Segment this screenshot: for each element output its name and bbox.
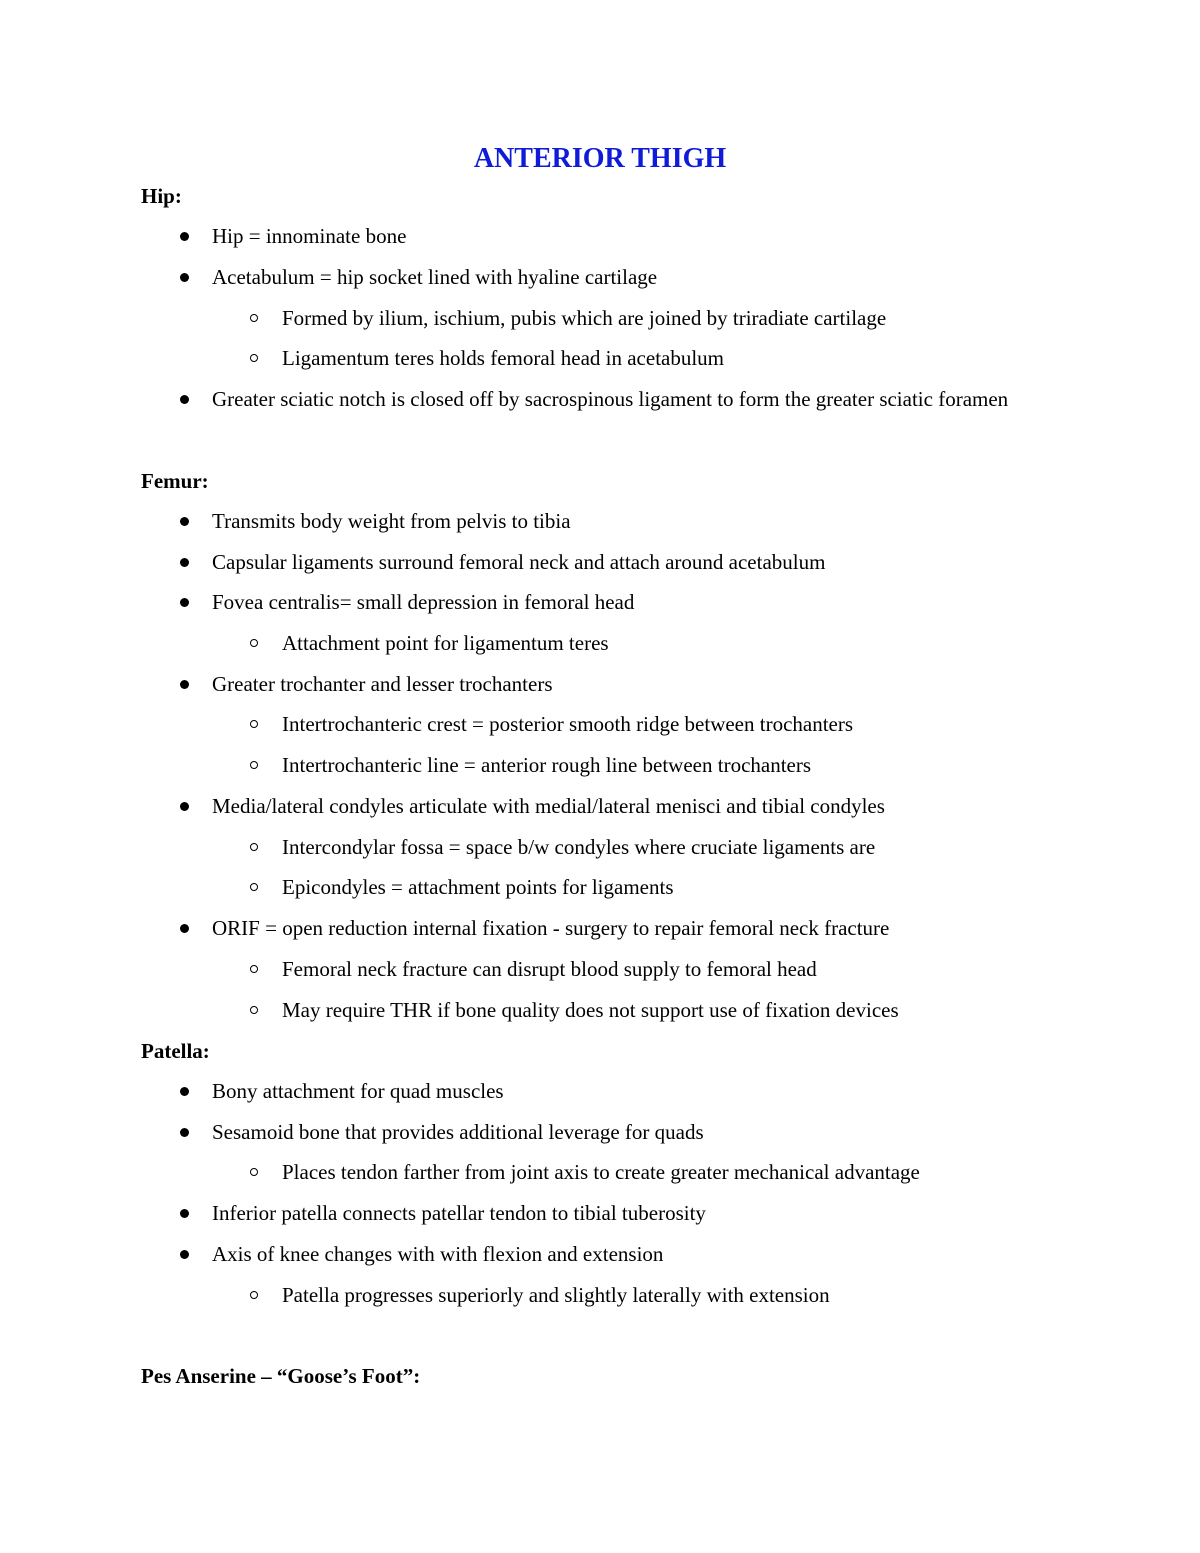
list-item-text: Patella progresses superiorly and slightly laterally with extension bbox=[282, 1283, 830, 1307]
circle-bullet-icon bbox=[250, 639, 258, 647]
sub-list-item bbox=[282, 996, 899, 1024]
list-item-text: Intertrochanteric line = anterior rough line between trochanters bbox=[282, 753, 812, 777]
list-item-text: Greater trochanter and lesser trochanters bbox=[212, 672, 553, 696]
list-item-text: ORIF = open reduction internal fixation - surgery to repair femoral neck fracture bbox=[212, 916, 890, 940]
list-item-text: Capsular ligaments surround femoral neck and attach around acetabulum bbox=[212, 550, 826, 574]
list-item bbox=[212, 263, 657, 291]
list-item-text: Bony attachment for quad muscles bbox=[212, 1079, 504, 1103]
sub-list-item bbox=[282, 873, 674, 901]
bullet-icon bbox=[180, 924, 189, 933]
sub-list-item bbox=[282, 710, 853, 738]
sub-list-item bbox=[282, 751, 811, 779]
bullet-icon bbox=[180, 517, 189, 526]
list-item-text: Attachment point for ligamentum teres bbox=[282, 631, 609, 655]
section-heading-patella: Patella: bbox=[141, 1039, 210, 1063]
list-item-text: Acetabulum = hip socket lined with hyaline cartilage bbox=[212, 265, 658, 289]
circle-bullet-icon bbox=[250, 965, 258, 973]
list-item-text: Sesamoid bone that provides additional leverage for quads bbox=[212, 1120, 704, 1144]
list-item-text: Axis of knee changes with with flexion and extension bbox=[212, 1242, 664, 1266]
bullet-icon bbox=[180, 395, 189, 404]
circle-bullet-icon bbox=[250, 843, 258, 851]
list-item bbox=[212, 548, 825, 576]
circle-bullet-icon bbox=[250, 354, 258, 362]
list-item-text: Intercondylar fossa = space b/w condyles where cruciate ligaments are bbox=[282, 835, 876, 859]
list-item-text: Intertrochanteric crest = posterior smooth ridge between trochanters bbox=[282, 712, 854, 736]
list-item bbox=[212, 914, 889, 942]
list-item-text: Femoral neck fracture can disrupt blood supply to femoral head bbox=[282, 957, 817, 981]
sub-list-item bbox=[282, 304, 886, 332]
bullet-icon bbox=[180, 1209, 189, 1218]
list-item-text: May require THR if bone quality does not support use of fixation devices bbox=[282, 998, 899, 1022]
bullet-icon bbox=[180, 273, 189, 282]
circle-bullet-icon bbox=[250, 761, 258, 769]
section-heading-pes-anserine: Pes Anserine – “Goose’s Foot”: bbox=[141, 1364, 421, 1388]
list-item-text: Greater sciatic notch is closed off by sacrospinous ligament to form the greater sciatic foramen bbox=[212, 387, 1009, 411]
list-item-text: Inferior patella connects patellar tendon to tibial tuberosity bbox=[212, 1201, 706, 1225]
bullet-icon bbox=[180, 598, 189, 607]
bullet-icon bbox=[180, 1087, 189, 1096]
list-item-text: Fovea centralis= small depression in femoral head bbox=[212, 590, 635, 614]
bullet-icon bbox=[180, 232, 189, 241]
circle-bullet-icon bbox=[250, 1168, 258, 1176]
list-item bbox=[212, 1240, 663, 1268]
list-item-text: Media/lateral condyles articulate with medial/lateral menisci and tibial condyles bbox=[212, 794, 885, 818]
bullet-icon bbox=[180, 558, 189, 567]
sub-list-item bbox=[282, 833, 875, 861]
list-item-text: Hip = innominate bone bbox=[212, 224, 407, 248]
list-item-text: Formed by ilium, ischium, pubis which are joined by triradiate cartilage bbox=[282, 306, 887, 330]
list-item bbox=[212, 507, 571, 535]
circle-bullet-icon bbox=[250, 1006, 258, 1014]
sub-list-item bbox=[282, 955, 817, 983]
list-item bbox=[212, 1118, 704, 1146]
list-item bbox=[212, 222, 406, 250]
list-item-text: Epicondyles = attachment points for ligaments bbox=[282, 875, 674, 899]
sub-list-item bbox=[282, 1281, 830, 1309]
bullet-icon bbox=[180, 1128, 189, 1137]
circle-bullet-icon bbox=[250, 883, 258, 891]
circle-bullet-icon bbox=[250, 720, 258, 728]
sub-list-item bbox=[282, 344, 724, 372]
list-item bbox=[212, 670, 553, 698]
circle-bullet-icon bbox=[250, 1291, 258, 1299]
bullet-icon bbox=[180, 1250, 189, 1259]
list-item bbox=[212, 1199, 706, 1227]
list-item-text: Ligamentum teres holds femoral head in acetabulum bbox=[282, 346, 725, 370]
list-item bbox=[212, 588, 634, 616]
sub-list-item bbox=[282, 629, 609, 657]
list-item-text: Places tendon farther from joint axis to create greater mechanical advantage bbox=[282, 1160, 920, 1184]
list-item-text: Transmits body weight from pelvis to tibia bbox=[212, 509, 571, 533]
list-item bbox=[212, 1077, 504, 1105]
bullet-icon bbox=[180, 680, 189, 689]
sub-list-item bbox=[282, 1158, 920, 1186]
list-item bbox=[212, 379, 1032, 420]
bullet-icon bbox=[180, 802, 189, 811]
document-title: ANTERIOR THIGH bbox=[473, 143, 727, 174]
list-item bbox=[212, 792, 885, 820]
section-heading-hip: Hip: bbox=[141, 184, 182, 208]
section-heading-femur: Femur: bbox=[141, 469, 209, 493]
circle-bullet-icon bbox=[250, 314, 258, 322]
